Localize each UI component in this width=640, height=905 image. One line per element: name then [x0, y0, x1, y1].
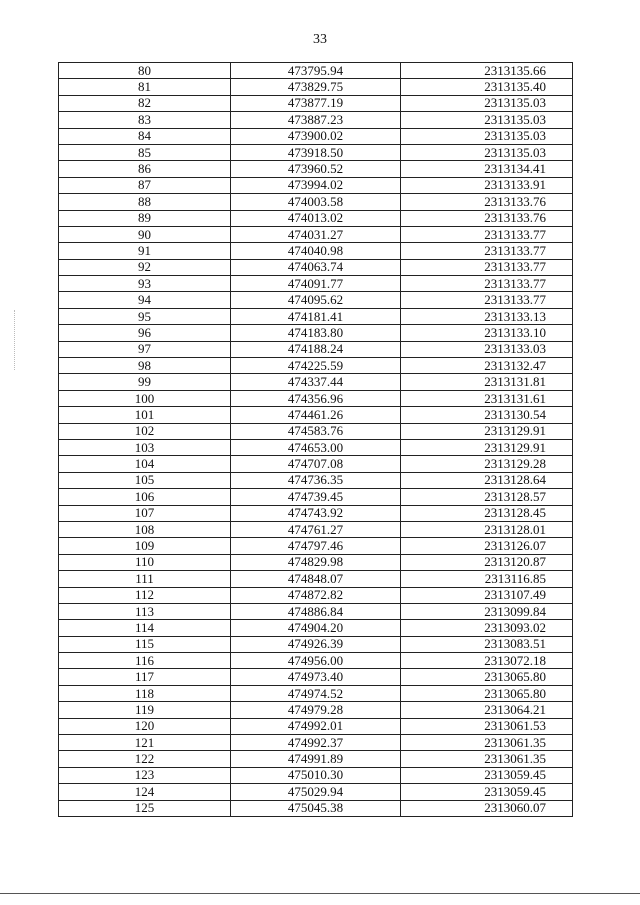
y-coordinate-cell: 2313129.28 [401, 456, 573, 472]
y-coordinate-cell: 2313116.85 [401, 571, 573, 587]
y-coordinate-cell: 2313065.80 [401, 669, 573, 685]
table-row [59, 374, 573, 390]
scan-artifact [14, 310, 16, 370]
table-row [59, 472, 573, 488]
x-coordinate-cell: 474974.52 [231, 685, 401, 701]
x-coordinate-cell: 474707.08 [231, 456, 401, 472]
y-coordinate-cell: 2313099.84 [401, 603, 573, 619]
table-row [59, 587, 573, 603]
x-coordinate-cell: 475045.38 [231, 800, 401, 816]
point-number-cell: 94 [59, 292, 231, 308]
point-number-cell: 83 [59, 112, 231, 128]
x-coordinate-cell: 474992.01 [231, 718, 401, 734]
point-number-cell: 108 [59, 521, 231, 537]
point-number-cell: 99 [59, 374, 231, 390]
point-number-cell: 117 [59, 669, 231, 685]
x-coordinate-cell: 474743.92 [231, 505, 401, 521]
point-number-cell: 106 [59, 489, 231, 505]
table-row [59, 800, 573, 816]
point-number-cell: 115 [59, 636, 231, 652]
x-coordinate-cell: 475029.94 [231, 784, 401, 800]
point-number-cell: 84 [59, 128, 231, 144]
point-number-cell: 91 [59, 243, 231, 259]
table-row [59, 407, 573, 423]
x-coordinate-cell: 474739.45 [231, 489, 401, 505]
bottom-rule [0, 893, 640, 894]
x-coordinate-cell: 474926.39 [231, 636, 401, 652]
y-coordinate-cell: 2313133.76 [401, 210, 573, 226]
y-coordinate-cell: 2313083.51 [401, 636, 573, 652]
point-number-cell: 98 [59, 358, 231, 374]
table-row [59, 259, 573, 275]
y-coordinate-cell: 2313120.87 [401, 554, 573, 570]
point-number-cell: 90 [59, 226, 231, 242]
point-number-cell: 110 [59, 554, 231, 570]
y-coordinate-cell: 2313061.53 [401, 718, 573, 734]
point-number-cell: 103 [59, 439, 231, 455]
table-row [59, 603, 573, 619]
table-row [59, 718, 573, 734]
x-coordinate-cell: 473795.94 [231, 63, 401, 79]
table-row [59, 439, 573, 455]
x-coordinate-cell: 474872.82 [231, 587, 401, 603]
x-coordinate-cell: 475010.30 [231, 767, 401, 783]
table-row [59, 79, 573, 95]
table-row [59, 325, 573, 341]
table-row [59, 489, 573, 505]
point-number-cell: 97 [59, 341, 231, 357]
y-coordinate-cell: 2313132.47 [401, 358, 573, 374]
table-row [59, 177, 573, 193]
y-coordinate-cell: 2313133.77 [401, 292, 573, 308]
table-row [59, 751, 573, 767]
y-coordinate-cell: 2313135.66 [401, 63, 573, 79]
table-row [59, 95, 573, 111]
point-number-cell: 101 [59, 407, 231, 423]
table-row [59, 620, 573, 636]
y-coordinate-cell: 2313072.18 [401, 653, 573, 669]
point-number-cell: 111 [59, 571, 231, 587]
point-number-cell: 112 [59, 587, 231, 603]
y-coordinate-cell: 2313135.40 [401, 79, 573, 95]
point-number-cell: 89 [59, 210, 231, 226]
x-coordinate-cell: 474956.00 [231, 653, 401, 669]
y-coordinate-cell: 2313128.57 [401, 489, 573, 505]
x-coordinate-cell: 474991.89 [231, 751, 401, 767]
y-coordinate-cell: 2313135.03 [401, 112, 573, 128]
table-row [59, 735, 573, 751]
point-number-cell: 96 [59, 325, 231, 341]
point-number-cell: 82 [59, 95, 231, 111]
y-coordinate-cell: 2313134.41 [401, 161, 573, 177]
point-number-cell: 107 [59, 505, 231, 521]
point-number-cell: 123 [59, 767, 231, 783]
table-row [59, 390, 573, 406]
x-coordinate-cell: 474183.80 [231, 325, 401, 341]
x-coordinate-cell: 474653.00 [231, 439, 401, 455]
table-row [59, 784, 573, 800]
x-coordinate-cell: 474848.07 [231, 571, 401, 587]
x-coordinate-cell: 474091.77 [231, 276, 401, 292]
point-number-cell: 124 [59, 784, 231, 800]
x-coordinate-cell: 474095.62 [231, 292, 401, 308]
y-coordinate-cell: 2313065.80 [401, 685, 573, 701]
point-number-cell: 87 [59, 177, 231, 193]
y-coordinate-cell: 2313133.76 [401, 194, 573, 210]
y-coordinate-cell: 2313060.07 [401, 800, 573, 816]
x-coordinate-cell: 473877.19 [231, 95, 401, 111]
x-coordinate-cell: 473900.02 [231, 128, 401, 144]
y-coordinate-cell: 2313059.45 [401, 767, 573, 783]
table-row [59, 505, 573, 521]
x-coordinate-cell: 474979.28 [231, 702, 401, 718]
y-coordinate-cell: 2313107.49 [401, 587, 573, 603]
point-number-cell: 102 [59, 423, 231, 439]
point-number-cell: 104 [59, 456, 231, 472]
y-coordinate-cell: 2313129.91 [401, 423, 573, 439]
x-coordinate-cell: 473918.50 [231, 144, 401, 160]
point-number-cell: 119 [59, 702, 231, 718]
table-row [59, 276, 573, 292]
y-coordinate-cell: 2313093.02 [401, 620, 573, 636]
table-row [59, 144, 573, 160]
y-coordinate-cell: 2313133.91 [401, 177, 573, 193]
point-number-cell: 88 [59, 194, 231, 210]
x-coordinate-cell: 473887.23 [231, 112, 401, 128]
point-number-cell: 95 [59, 308, 231, 324]
x-coordinate-cell: 474461.26 [231, 407, 401, 423]
x-coordinate-cell: 474973.40 [231, 669, 401, 685]
point-number-cell: 86 [59, 161, 231, 177]
y-coordinate-cell: 2313128.45 [401, 505, 573, 521]
x-coordinate-cell: 474063.74 [231, 259, 401, 275]
x-coordinate-cell: 474583.76 [231, 423, 401, 439]
x-coordinate-cell: 474013.02 [231, 210, 401, 226]
point-number-cell: 105 [59, 472, 231, 488]
y-coordinate-cell: 2313135.03 [401, 144, 573, 160]
point-number-cell: 121 [59, 735, 231, 751]
table-row [59, 636, 573, 652]
table-row [59, 128, 573, 144]
table-row [59, 358, 573, 374]
x-coordinate-cell: 474886.84 [231, 603, 401, 619]
table-row [59, 161, 573, 177]
point-number-cell: 118 [59, 685, 231, 701]
y-coordinate-cell: 2313129.91 [401, 439, 573, 455]
y-coordinate-cell: 2313133.10 [401, 325, 573, 341]
table-row [59, 243, 573, 259]
x-coordinate-cell: 474736.35 [231, 472, 401, 488]
table-row [59, 194, 573, 210]
point-number-cell: 81 [59, 79, 231, 95]
y-coordinate-cell: 2313064.21 [401, 702, 573, 718]
coordinate-table-body [59, 63, 573, 817]
point-number-cell: 92 [59, 259, 231, 275]
table-row [59, 341, 573, 357]
point-number-cell: 100 [59, 390, 231, 406]
x-coordinate-cell: 474181.41 [231, 308, 401, 324]
coordinate-table [58, 62, 573, 817]
y-coordinate-cell: 2313133.77 [401, 259, 573, 275]
point-number-cell: 125 [59, 800, 231, 816]
x-coordinate-cell: 474761.27 [231, 521, 401, 537]
x-coordinate-cell: 473960.52 [231, 161, 401, 177]
table-row [59, 226, 573, 242]
x-coordinate-cell: 474356.96 [231, 390, 401, 406]
table-row [59, 653, 573, 669]
table-row [59, 669, 573, 685]
y-coordinate-cell: 2313133.13 [401, 308, 573, 324]
x-coordinate-cell: 474040.98 [231, 243, 401, 259]
x-coordinate-cell: 474003.58 [231, 194, 401, 210]
y-coordinate-cell: 2313128.64 [401, 472, 573, 488]
table-row [59, 521, 573, 537]
y-coordinate-cell: 2313135.03 [401, 95, 573, 111]
y-coordinate-cell: 2313135.03 [401, 128, 573, 144]
table-row [59, 210, 573, 226]
y-coordinate-cell: 2313061.35 [401, 735, 573, 751]
y-coordinate-cell: 2313133.77 [401, 226, 573, 242]
x-coordinate-cell: 473994.02 [231, 177, 401, 193]
table-row [59, 308, 573, 324]
y-coordinate-cell: 2313126.07 [401, 538, 573, 554]
y-coordinate-cell: 2313059.45 [401, 784, 573, 800]
point-number-cell: 109 [59, 538, 231, 554]
table-row [59, 538, 573, 554]
y-coordinate-cell: 2313061.35 [401, 751, 573, 767]
table-row [59, 63, 573, 79]
x-coordinate-cell: 474225.59 [231, 358, 401, 374]
point-number-cell: 120 [59, 718, 231, 734]
table-row [59, 292, 573, 308]
table-row [59, 112, 573, 128]
page-number: 33 [313, 32, 327, 47]
y-coordinate-cell: 2313130.54 [401, 407, 573, 423]
x-coordinate-cell: 474337.44 [231, 374, 401, 390]
point-number-cell: 113 [59, 603, 231, 619]
table-row [59, 702, 573, 718]
table-row [59, 423, 573, 439]
x-coordinate-cell: 474904.20 [231, 620, 401, 636]
point-number-cell: 80 [59, 63, 231, 79]
y-coordinate-cell: 2313131.61 [401, 390, 573, 406]
y-coordinate-cell: 2313133.77 [401, 276, 573, 292]
x-coordinate-cell: 474031.27 [231, 226, 401, 242]
table-row [59, 767, 573, 783]
y-coordinate-cell: 2313128.01 [401, 521, 573, 537]
table-row [59, 685, 573, 701]
table-row [59, 456, 573, 472]
point-number-cell: 93 [59, 276, 231, 292]
point-number-cell: 85 [59, 144, 231, 160]
point-number-cell: 122 [59, 751, 231, 767]
table-row [59, 554, 573, 570]
table-row [59, 571, 573, 587]
x-coordinate-cell: 473829.75 [231, 79, 401, 95]
y-coordinate-cell: 2313133.77 [401, 243, 573, 259]
y-coordinate-cell: 2313133.03 [401, 341, 573, 357]
point-number-cell: 114 [59, 620, 231, 636]
x-coordinate-cell: 474797.46 [231, 538, 401, 554]
y-coordinate-cell: 2313131.81 [401, 374, 573, 390]
point-number-cell: 116 [59, 653, 231, 669]
x-coordinate-cell: 474188.24 [231, 341, 401, 357]
x-coordinate-cell: 474992.37 [231, 735, 401, 751]
x-coordinate-cell: 474829.98 [231, 554, 401, 570]
